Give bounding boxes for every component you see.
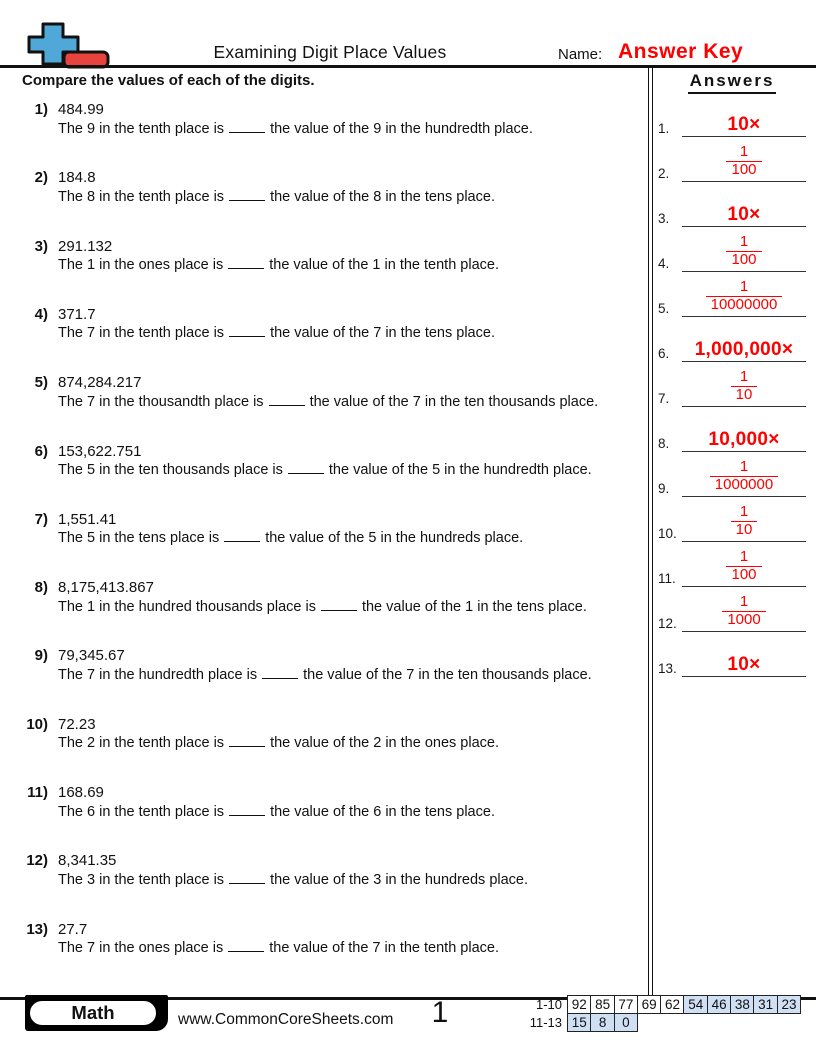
question-post-text: the value of the 6 in the tens place.: [270, 803, 495, 820]
answer-blank: [229, 198, 265, 201]
problem-value: 72.23: [58, 715, 96, 733]
answer-content: [682, 205, 806, 224]
answer-item: [652, 453, 814, 497]
instruction-text: Compare the values of each of the digits.: [22, 72, 315, 89]
problem-value: 8,341.35: [58, 852, 117, 870]
answer-number: 7.: [658, 391, 670, 406]
score-cell: 77: [614, 995, 639, 1014]
question-pre-text: The 1 in the ones place is: [58, 257, 224, 274]
score-cell: 46: [707, 995, 732, 1014]
problem-value: 8,175,413.867: [58, 579, 154, 597]
problem-row: [14, 100, 648, 139]
answer-number: 11.: [658, 571, 676, 586]
problem-body: [58, 442, 592, 481]
answer-content: [682, 234, 806, 269]
problem-value: 484.99: [58, 101, 104, 118]
problem-body: [58, 783, 495, 822]
fraction-numerator: 1: [739, 278, 749, 296]
problem-row: [14, 510, 648, 549]
answer-content: [682, 504, 806, 539]
subject-badge: [25, 995, 168, 1031]
problem-question: [58, 461, 592, 481]
question-pre-text: The 2 in the tenth place is: [58, 735, 225, 752]
problem-number: 5): [34, 374, 48, 392]
fraction-numerator: 1: [739, 143, 749, 161]
answer-content: [682, 594, 806, 629]
answer-line: [682, 406, 806, 407]
problem-row: [14, 783, 648, 822]
problem-body: [58, 373, 598, 412]
fraction-numerator: 1: [739, 548, 749, 566]
question-post-text: the value of the 9 in the hundredth place.: [270, 120, 533, 137]
problem-body: [58, 578, 587, 617]
answer-blank: [224, 539, 260, 542]
answer-fraction: [726, 234, 761, 269]
answer-number: 5.: [658, 301, 670, 316]
problem-row: [14, 920, 648, 959]
problem-row: [14, 305, 648, 344]
fraction-denominator: 100: [726, 161, 761, 179]
question-post-text: the value of the 8 in the tens place.: [270, 188, 495, 205]
problem-body: [58, 100, 533, 139]
answer-text: 10×: [727, 654, 761, 675]
score-cell: 62: [660, 995, 685, 1014]
answer-content: [682, 369, 806, 404]
answer-content: [682, 655, 806, 674]
score-cell: 8: [590, 1013, 615, 1032]
problem-number: 6): [34, 442, 48, 460]
commoncoresheets-logo-icon: [24, 14, 114, 72]
answer-blank: [228, 266, 264, 269]
problem-question: [58, 666, 592, 686]
answer-blank: [288, 471, 324, 474]
answers-heading-label: Answers: [688, 71, 777, 94]
problem-body: [58, 510, 523, 549]
question-pre-text: The 7 in the hundredth place is: [58, 666, 258, 683]
score-cell: 85: [590, 995, 615, 1014]
question-post-text: the value of the 7 in the tenth place.: [269, 940, 499, 957]
answer-line: [682, 586, 806, 587]
problem-row: [14, 578, 648, 617]
fraction-denominator: 10000000: [706, 296, 783, 314]
answer-line: [682, 136, 806, 137]
subject-badge-inner: [29, 1000, 157, 1026]
problem-number: 3): [34, 237, 48, 255]
answer-blank: [228, 949, 264, 952]
score-table: [518, 995, 801, 1032]
answer-fraction: [731, 369, 758, 404]
problem-row: [14, 373, 648, 412]
problem-question: [58, 256, 499, 276]
answer-line: [682, 271, 806, 272]
answer-item: [652, 273, 814, 317]
answer-item: [652, 543, 814, 587]
problem-value: 371.7: [58, 305, 96, 323]
question-pre-text: The 9 in the tenth place is: [58, 120, 225, 137]
answer-line: [682, 181, 806, 182]
problem-question: [58, 188, 495, 208]
website-text: www.CommonCoreSheets.com: [178, 1011, 394, 1028]
problem-value: 874,284.217: [58, 374, 142, 392]
problem-number: 12): [26, 852, 48, 870]
problem-row: [14, 442, 648, 481]
fraction-denominator: 10: [731, 386, 758, 404]
answer-blank: [229, 813, 265, 816]
question-post-text: the value of the 7 in the ten thousands place.: [303, 666, 592, 683]
question-pre-text: The 5 in the ten thousands place is: [58, 462, 283, 478]
answer-fraction: [731, 504, 758, 539]
question-post-text: the value of the 7 in the ten thousands place.: [309, 393, 599, 410]
answer-item: [652, 588, 814, 632]
score-cell: 38: [730, 995, 755, 1014]
fraction-numerator: 1: [739, 503, 749, 521]
answer-blank: [229, 881, 265, 884]
answer-item: [652, 138, 814, 182]
answer-fraction: [726, 549, 761, 584]
fraction-denominator: 1000000: [710, 476, 778, 494]
answer-line: [682, 541, 806, 542]
answer-line: [682, 676, 806, 677]
problem-question: [58, 529, 523, 549]
score-cell: 54: [683, 995, 708, 1014]
answer-content: [682, 430, 806, 449]
question-pre-text: The 1 in the hundred thousands place is: [58, 598, 316, 615]
problem-number: 7): [34, 510, 48, 528]
problem-body: [58, 646, 592, 685]
problem-body: [58, 920, 499, 959]
problem-number: 1): [34, 101, 48, 118]
problem-body: [58, 237, 499, 276]
question-post-text: the value of the 3 in the hundreds place.: [270, 871, 529, 888]
answer-item: [652, 498, 814, 542]
score-row-label: 11-13: [529, 1014, 562, 1030]
answer-number: 3.: [658, 211, 670, 226]
name-value-answer-key: Answer Key: [618, 40, 744, 63]
fraction-numerator: 1: [739, 458, 749, 476]
answer-text: 10×: [727, 204, 761, 225]
problem-row: [14, 851, 648, 890]
answer-content: [682, 549, 806, 584]
problem-question: [58, 393, 598, 413]
problem-question: [58, 598, 587, 618]
answer-fraction: [710, 459, 778, 494]
answer-line: [682, 316, 806, 317]
problem-question: [58, 871, 528, 891]
problem-question: [58, 939, 499, 959]
problem-body: [58, 715, 499, 754]
score-row: [518, 1013, 801, 1032]
answer-text: 10,000×: [708, 429, 780, 450]
fraction-numerator: 1: [739, 233, 749, 251]
problem-body: [58, 168, 495, 207]
score-cell: 0: [614, 1013, 639, 1032]
answer-blank: [229, 130, 265, 133]
answer-line: [682, 631, 806, 632]
problem-value: 168.69: [58, 784, 104, 801]
question-post-text: the value of the 7 in the tens place.: [270, 325, 495, 342]
answer-number: 8.: [658, 436, 670, 451]
answer-blank: [262, 676, 298, 679]
answer-content: [682, 459, 806, 494]
problem-number: 10): [26, 715, 48, 733]
problem-question: [58, 803, 495, 823]
fraction-denominator: 10: [731, 521, 758, 539]
answer-number: 6.: [658, 346, 670, 361]
answer-line: [682, 451, 806, 452]
answer-fraction: [706, 279, 783, 314]
page-title: Examining Digit Place Values: [213, 42, 447, 62]
answer-blank: [269, 403, 305, 406]
problem-number: 9): [34, 647, 48, 665]
score-cell: 92: [567, 995, 592, 1014]
score-cell: 23: [777, 995, 802, 1014]
answer-text: 10×: [727, 114, 761, 135]
problem-value: 184.8: [58, 169, 96, 187]
problem-question: [58, 120, 533, 140]
answer-number: 4.: [658, 256, 670, 271]
problem-row: [14, 646, 648, 685]
answer-content: [682, 115, 806, 134]
question-pre-text: The 7 in the thousandth place is: [58, 393, 264, 410]
problem-number: 13): [26, 920, 48, 938]
question-pre-text: The 6 in the tenth place is: [58, 803, 225, 820]
problem-value: 1,551.41: [58, 510, 117, 528]
problem-question: [58, 324, 495, 344]
problem-row: [14, 715, 648, 754]
header-rule: [0, 65, 816, 68]
question-post-text: the value of the 1 in the tenth place.: [269, 257, 499, 274]
answer-line: [682, 361, 806, 362]
answer-item: [652, 228, 814, 272]
question-post-text: the value of the 2 in the ones place.: [270, 735, 500, 752]
problem-row: [14, 168, 648, 207]
score-row-label: 1-10: [535, 997, 562, 1012]
score-row: [518, 995, 801, 1014]
fraction-numerator: 1: [739, 593, 749, 611]
answer-number: 12.: [658, 616, 677, 631]
answer-number: 9.: [658, 481, 670, 496]
answer-blank: [229, 334, 265, 337]
answer-item: [652, 183, 814, 227]
answer-fraction: [722, 594, 765, 629]
question-post-text: the value of the 5 in the hundredth place.: [328, 462, 592, 478]
problem-row: [14, 237, 648, 276]
problem-value: 291.132: [58, 237, 113, 255]
problem-number: 8): [34, 579, 48, 597]
answer-number: 10.: [658, 526, 677, 541]
problem-value: 27.7: [58, 920, 88, 938]
answer-number: 1.: [658, 121, 670, 136]
answer-line: [682, 226, 806, 227]
question-post-text: the value of the 1 in the tens place.: [361, 598, 587, 615]
answer-item: [652, 363, 814, 407]
answer-blank: [229, 744, 265, 747]
answer-number: 13.: [658, 661, 677, 676]
answer-line: [682, 496, 806, 497]
answer-item: [652, 93, 814, 137]
problem-number: 4): [34, 305, 48, 323]
question-pre-text: The 3 in the tenth place is: [58, 871, 225, 888]
answer-number: 2.: [658, 166, 670, 181]
problem-body: [58, 305, 495, 344]
answer-blank: [321, 608, 357, 611]
problem-value: 153,622.751: [58, 442, 142, 460]
question-post-text: the value of the 5 in the hundreds place.: [265, 530, 524, 547]
subject-label: Math: [71, 1002, 115, 1023]
answer-item: [652, 633, 814, 677]
problem-number: 2): [34, 169, 48, 187]
answer-content: [682, 340, 806, 359]
answer-text: 1,000,000×: [694, 339, 794, 360]
problem-question: [58, 734, 499, 754]
answer-content: [682, 144, 806, 179]
answer-fraction: [726, 144, 761, 179]
problem-value: 79,345.67: [58, 647, 125, 665]
fraction-numerator: 1: [739, 368, 749, 386]
score-cell: 31: [753, 995, 778, 1014]
answers-heading: [654, 71, 810, 94]
fraction-denominator: 100: [726, 566, 761, 584]
answer-item: [652, 408, 814, 452]
question-pre-text: The 7 in the tenth place is: [58, 325, 225, 342]
name-label: Name:: [558, 46, 603, 63]
fraction-denominator: 1000: [722, 611, 765, 629]
question-pre-text: The 7 in the ones place is: [58, 940, 224, 957]
page-number: 1: [431, 996, 449, 1029]
fraction-denominator: 100: [726, 251, 761, 269]
answer-item: [652, 318, 814, 362]
problem-body: [58, 851, 528, 890]
answer-content: [682, 279, 806, 314]
question-pre-text: The 8 in the tenth place is: [58, 188, 225, 205]
question-pre-text: The 5 in the tens place is: [58, 530, 220, 547]
problem-number: 11): [27, 784, 48, 801]
score-cell: 15: [567, 1013, 592, 1032]
score-cell: 69: [637, 995, 662, 1014]
